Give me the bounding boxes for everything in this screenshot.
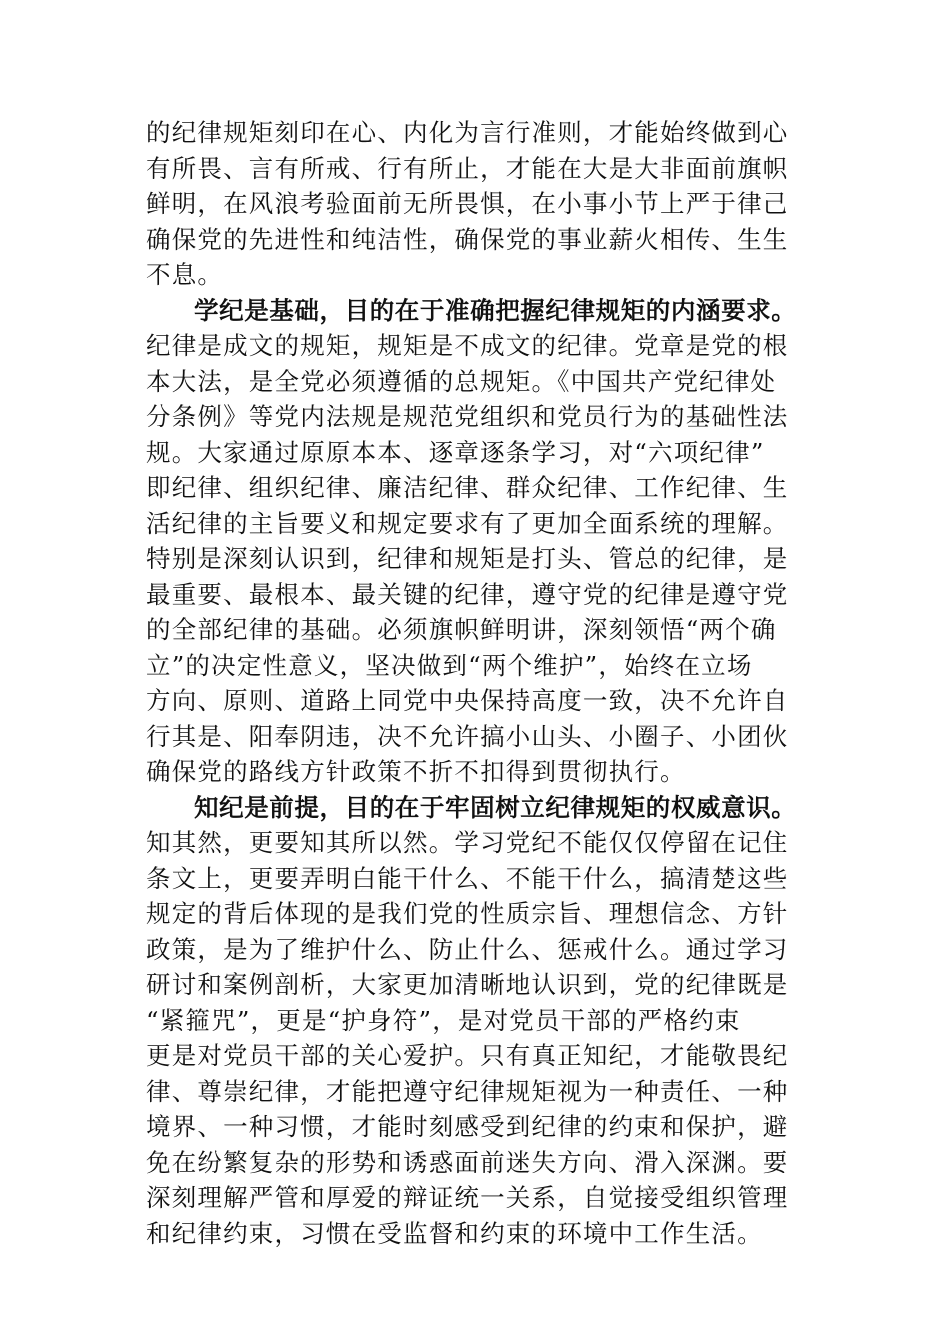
paragraph-3-line: 条文上，更要弄明白能干什么、不能干什么，搞清楚这些 [146,863,789,893]
paragraph-3-line: 律、尊崇纪律，才能把遵守纪律规矩视为一种责任、一种 [146,1076,789,1106]
paragraph-2-line: 纪律是成文的规矩，规矩是不成文的纪律。党章是党的根 [146,331,789,360]
section-heading-study: 学纪是基础，目的在于准确把握纪律规矩的内涵要求。 [194,295,797,325]
paragraph-1-line: 不息。 [146,260,224,289]
paragraph-3-line: 知其然，更要知其所以然。学习党纪不能仅仅停留在记住 [146,828,789,857]
paragraph-2-line: 本大法，是全党必须遵循的总规矩。《中国共产党纪律处 [146,366,777,396]
paragraph-3-line: 研讨和案例剖析，大家更加清晰地认识到，党的纪律既是 [146,970,789,999]
paragraph-1-line: 鲜明，在风浪考验面前无所畏惧，在小事小节上严于律己 [146,189,789,218]
paragraph-2-line: 确保党的路线方针政策不折不扣得到贯彻执行。 [146,757,686,786]
paragraph-1-line: 有所畏、言有所戒、行有所止，才能在大是大非面前旗帜 [146,153,789,183]
paragraph-2-line: 规。大家通过原原本本、逐章逐条学习，对“六项纪律” [146,437,765,467]
paragraph-3-line: “紧箍咒”，更是“护身符”，是对党员干部的严格约束 [146,1005,741,1035]
paragraph-3-line: 境界、一种习惯，才能时刻感受到纪律的约束和保护，避 [146,1112,789,1141]
paragraph-3-line: 免在纷繁复杂的形势和诱惑面前迷失方向、滑入深渊。要 [146,1147,789,1177]
paragraph-2-line: 分条例》等党内法规是规范党组织和党员行为的基础性法 [146,402,789,431]
paragraph-2-line: 活纪律的主旨要义和规定要求有了更加全面系统的理解。 [146,508,789,538]
paragraph-2-line: 的全部纪律的基础。必须旗帜鲜明讲，深刻领悟“两个确 [146,615,777,644]
document-body [146,115,816,1251]
section-heading-know: 知纪是前提，目的在于牢固树立纪律规矩的权威意识。 [194,792,797,822]
paragraph-3-line: 深刻理解严管和厚爱的辩证统一关系，自觉接受组织管理 [146,1183,789,1212]
paragraph-3-line: 政策，是为了维护什么、防止什么、惩戒什么。通过学习 [146,934,789,964]
paragraph-2-line: 最重要、最根本、最关键的纪律，遵守党的纪律是遵守党 [146,579,789,609]
paragraph-3-line: 规定的背后体现的是我们党的性质宗旨、理想信念、方针 [146,899,789,928]
paragraph-2-line: 特别是深刻认识到，纪律和规矩是打头、管总的纪律，是 [146,544,789,573]
paragraph-2-line: 行其是、阳奉阴违，决不允许搞小山头、小圈子、小团伙 [146,721,789,751]
paragraph-1-line: 确保党的先进性和纯洁性，确保党的事业薪火相传、生生 [146,224,789,254]
paragraph-3-line: 更是对党员干部的关心爱护。只有真正知纪，才能敬畏纪 [146,1041,789,1070]
paragraph-2-line: 方向、原则、道路上同党中央保持高度一致，决不允许自 [146,686,789,715]
paragraph-1-line: 的纪律规矩刻印在心、内化为言行准则，才能始终做到心 [146,118,789,147]
paragraph-2-line: 即纪律、组织纪律、廉洁纪律、群众纪律、工作纪律、生 [146,473,789,502]
paragraph-3-line: 和纪律约束，习惯在受监督和约束的环境中工作生活。 [146,1218,763,1248]
paragraph-2-line: 立”的决定性意义，坚决做到“两个维护”，始终在立场 [146,650,753,680]
